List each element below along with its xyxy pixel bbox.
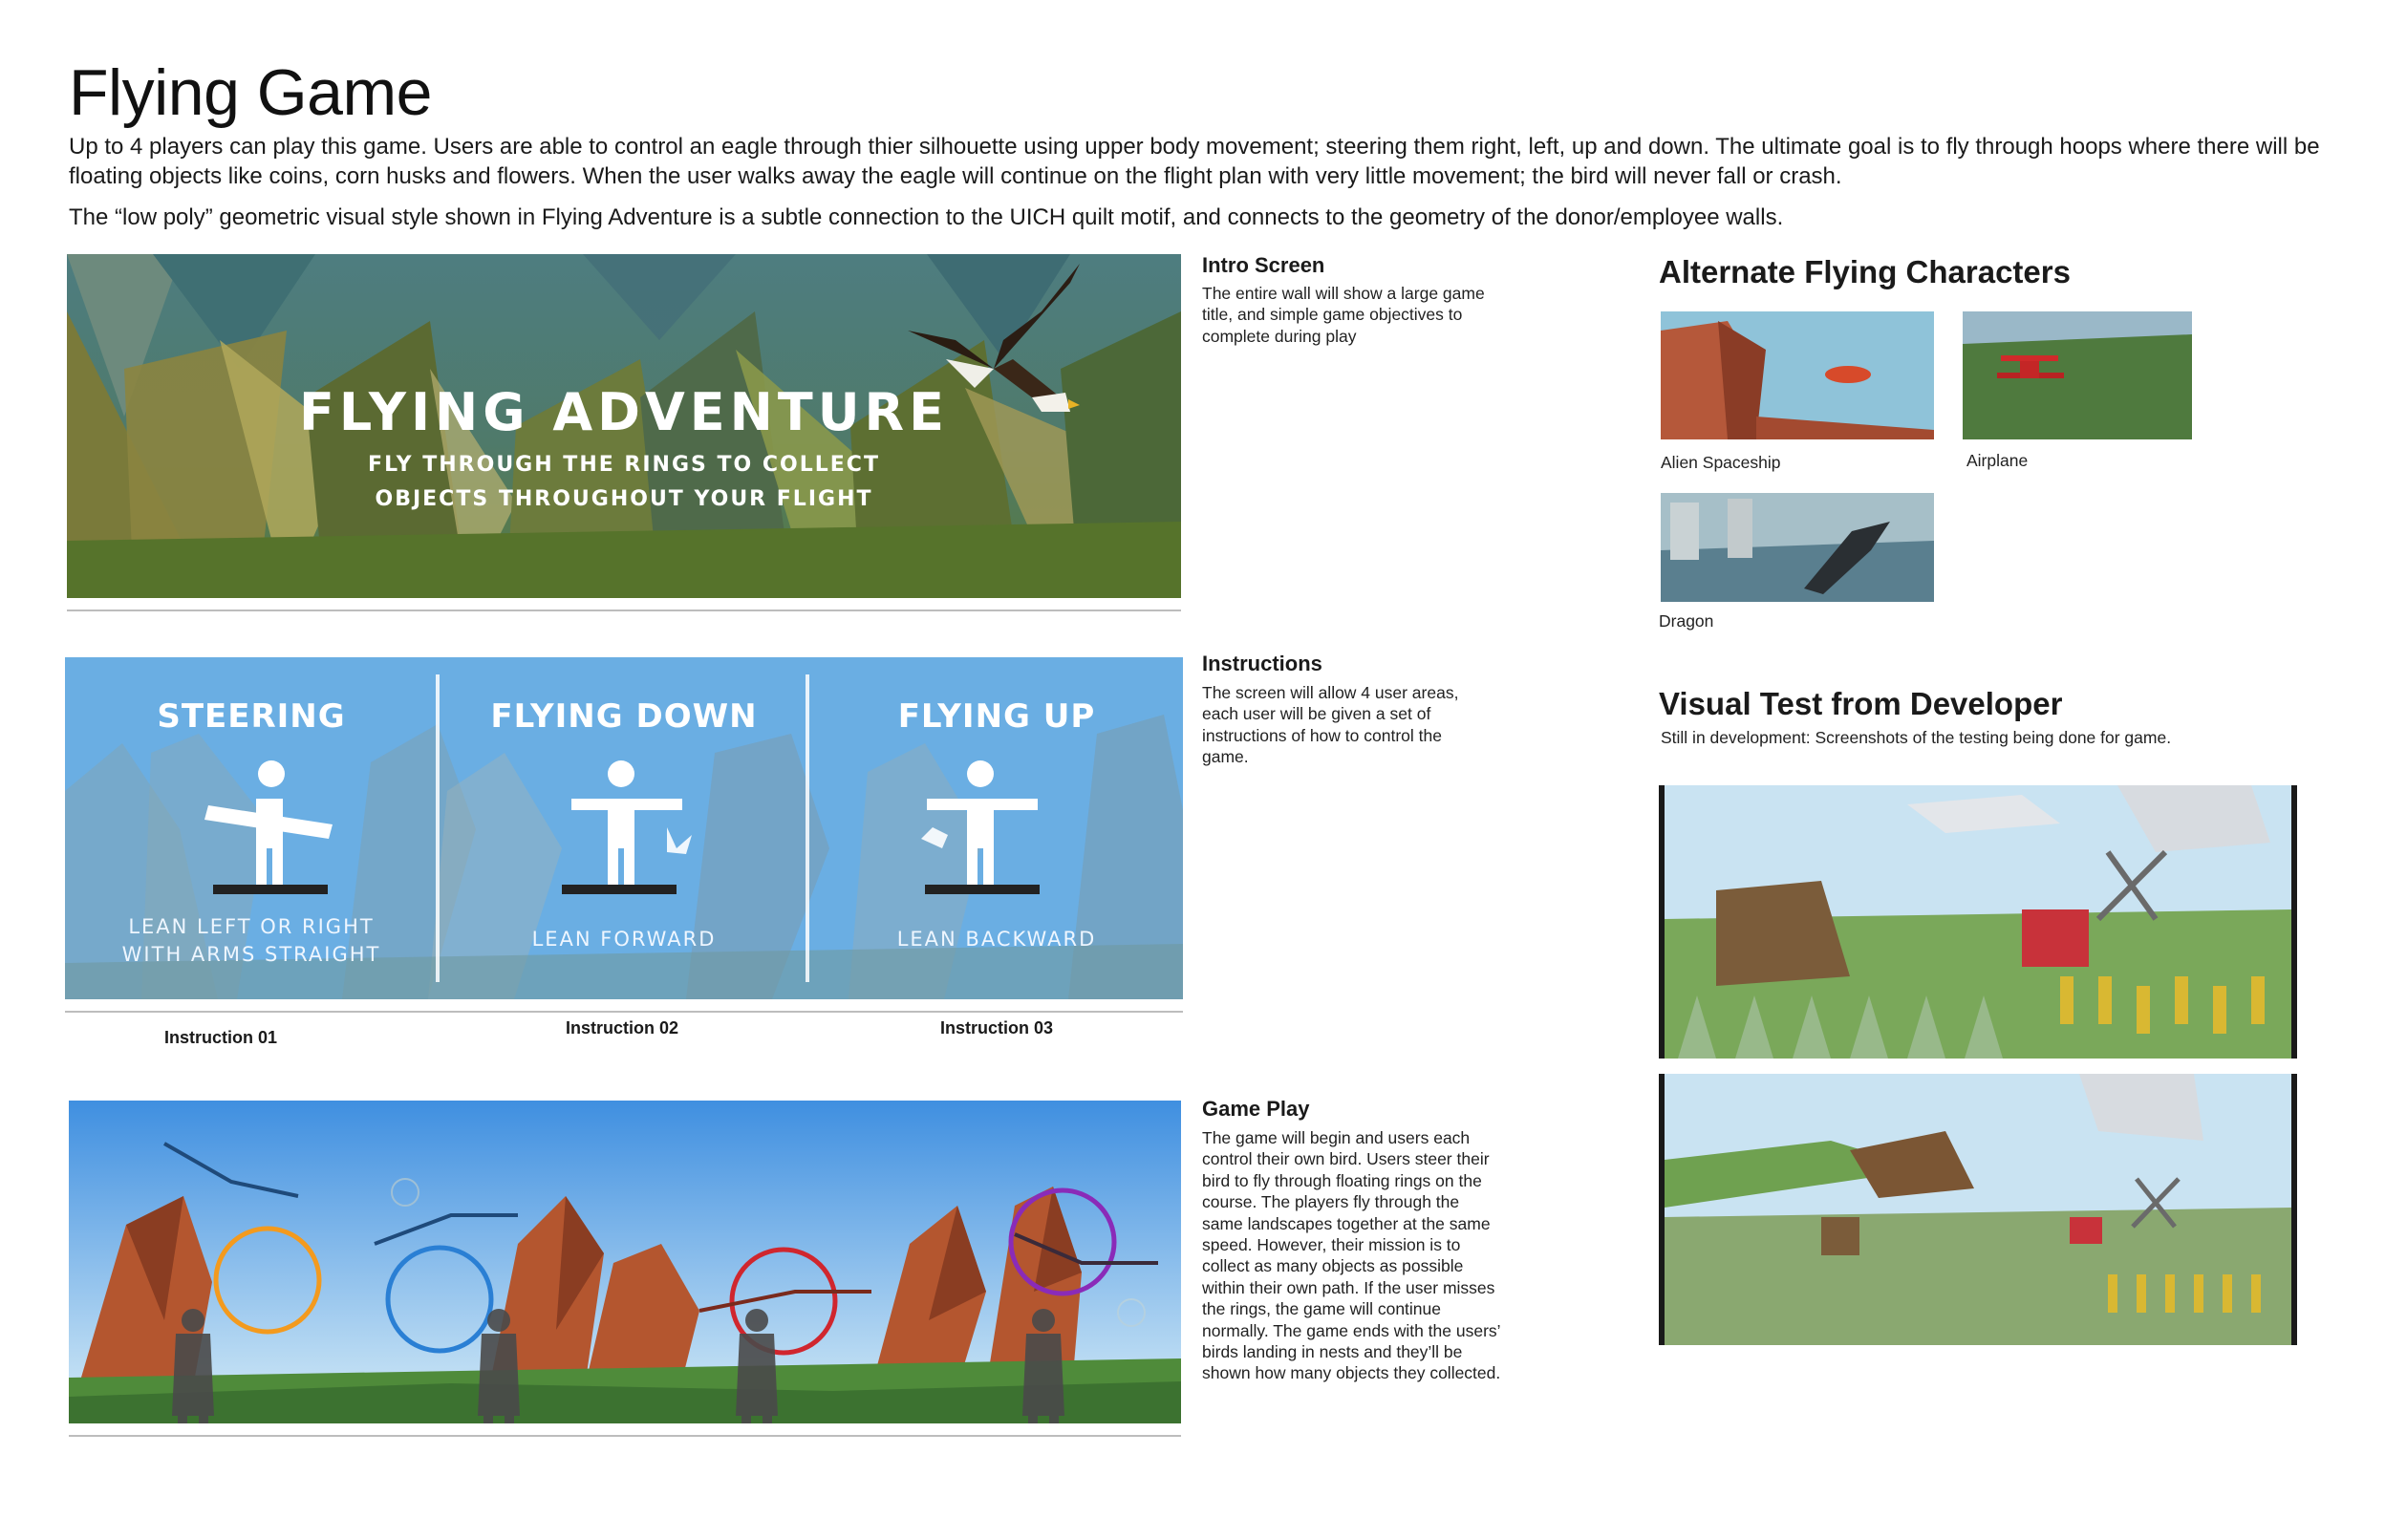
game-play-scene	[69, 1101, 1181, 1423]
visual-test-heading: Visual Test from Developer	[1659, 686, 2063, 721]
intro-screen-description: The entire wall will show a large game title, and simple game objectives to complete during play	[1202, 284, 1485, 346]
game-play-panel	[69, 1101, 1181, 1437]
page-title: Flying Game	[69, 56, 432, 129]
instruction-caption-steering-line-2: WITH ARMS STRAIGHT	[121, 943, 381, 966]
instruction-label-03: Instruction 03	[940, 1018, 1054, 1037]
instructions-panel	[65, 657, 1183, 1013]
game-description: Up to 4 players can play this game. Users are able to control an eagle through thier silhouette using upper body movement; steering them right, left, up and down. The ultimate goal is to fly through hoops where there will be floating objects like coins, corn husks and flowers. When the user walks away the eagle will continue on the flight plan with very little movement; the bird will never fall or crash.	[69, 134, 2320, 189]
instruction-label-02: Instruction 02	[566, 1018, 679, 1037]
visual-test-description: Still in development: Screenshots of the testing being done for game.	[1661, 728, 2172, 747]
banner-title: FLYING ADVENTURE	[298, 382, 950, 442]
instruction-caption-flying-down: LEAN FORWARD	[531, 928, 717, 951]
alternate-characters-heading: Alternate Flying Characters	[1659, 254, 2071, 289]
dragon-label: Dragon	[1659, 611, 1714, 631]
banner-subtitle-line-1: FLY THROUGH THE RINGS TO COLLECT	[368, 453, 880, 477]
instruction-caption-steering-line-1: LEAN LEFT OR RIGHT	[128, 915, 375, 938]
airplane-label: Airplane	[1966, 451, 2029, 470]
alien-spaceship-label: Alien Spaceship	[1661, 453, 1781, 472]
style-description: The “low poly” geometric visual style shown in Flying Adventure is a subtle connection to the UICH quilt motif, and connects to the geometry of the donor/employee walls.	[69, 204, 1784, 230]
intro-screen-banner	[67, 254, 1181, 611]
banner-subtitle-line-2: OBJECTS THROUGHOUT YOUR FLIGHT	[375, 487, 873, 511]
instruction-caption-flying-up: LEAN BACKWARD	[896, 928, 1097, 951]
dragon-thumbnail	[1661, 493, 1934, 602]
alien-spaceship-thumbnail	[1661, 311, 1934, 439]
game-play-description: The game will begin and users each control their own bird. Users steer their bird to fly through floating rings on the course. The players fly through the same landscapes together at the same speed. However, their mission is to collect as many objects as possible within their own path. If the user misses the rings, the game will continue normally. The game ends with the users’ birds landing in nests and they’ll be shown how many objects they collected.	[1202, 1128, 1501, 1383]
instruction-heading-flying-down: FLYING DOWN	[490, 697, 758, 736]
game-play-title: Game Play	[1202, 1097, 1310, 1121]
instruction-heading-steering: STEERING	[157, 697, 346, 736]
instructions-title: Instructions	[1202, 652, 1322, 675]
developer-screenshot-1	[1659, 785, 2297, 1059]
airplane-thumbnail	[1963, 311, 2192, 439]
instructions-description: The screen will allow 4 user areas, each user will be given a set of instructions of how to control the game.	[1202, 683, 1459, 767]
instruction-heading-flying-up: FLYING UP	[897, 697, 1096, 736]
instruction-label-01: Instruction 01	[164, 1028, 278, 1047]
intro-screen-title: Intro Screen	[1202, 253, 1325, 277]
developer-screenshot-2	[1659, 1074, 2297, 1345]
